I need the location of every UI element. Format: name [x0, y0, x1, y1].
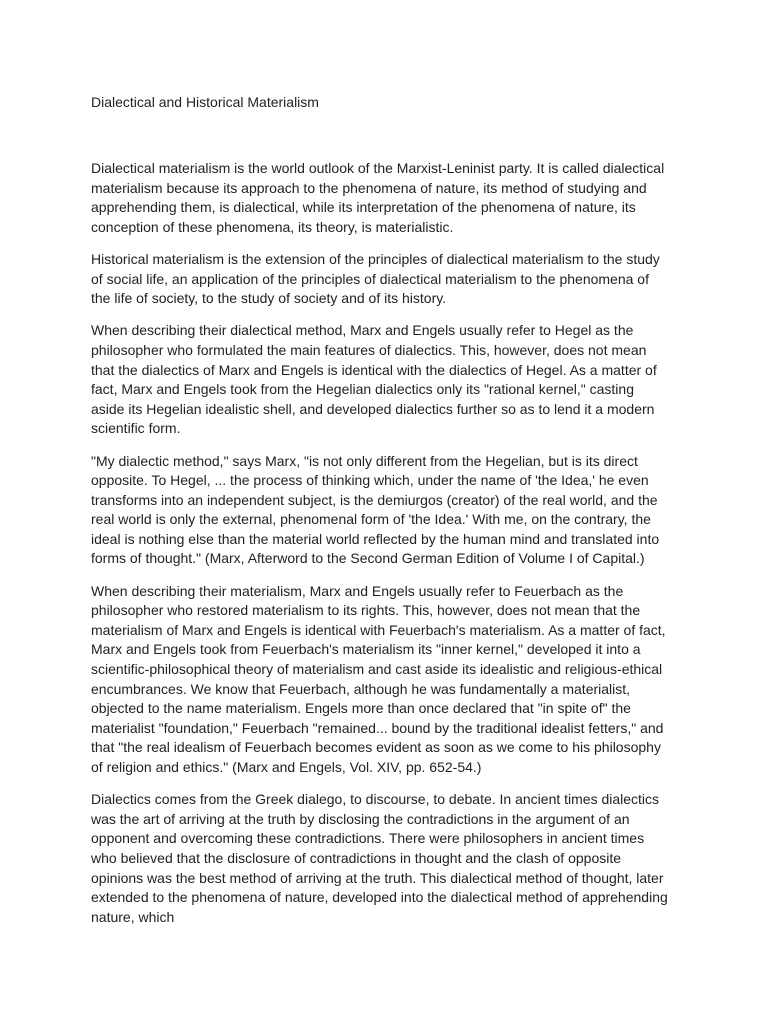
paragraph-dialectics-origin: Dialectics comes from the Greek dialego, to discourse, to debate. In ancient times dialectics was the art of arriving at the truth by disclosing the contradictions in the argument of an opponent and overcoming these contradictions. There were philosophers in ancient times who believed that the disclosure of contradictions in thought and the clash of opposite opinions was the best method of arriving at the truth. This dialectical method of thought, later extended to the phenomena of nature, developed into the dialectical method of apprehending nature, which: [91, 791, 668, 925]
paragraph-feuerbach-materialism: When describing their materialism, Marx and Engels usually refer to Feuerbach as the philosopher who restored materialism to its rights. This, however, does not mean that the materialism of Marx and Engels is identical with Feuerbach's materialism. As a matter of fact, Marx and Engels took from Feuerbach's materialism its "inner kernel," developed it into a scientific-philosophical theory of materialism and cast aside its idealistic and religious-ethical encumbrances. We know that Feuerbach, although he was fundamentally a materialist, objected to the name materialism. Engels more than once declared that "in spite of" the materialist "foundation," Feuerbach "remained... bound by the traditional idealist fetters," and that "the real idealism of Feuerbach becomes evident as soon as we come to his philosophy of religion and ethics." (Marx and Engels, Vol. XIV, pp. 652-54.): [91, 582, 666, 775]
paragraph-hegel-dialectics: When describing their dialectical method, Marx and Engels usually refer to Hegel as the philosopher who formulated the main features of dialectics. This, however, does not mean that the dialectics of Marx and Engels is identical with the dialectics of Hegel. As a matter of fact, Marx and Engels took from the Hegelian dialectics only its "rational kernel," casting aside its Hegelian idealistic shell, and developed dialectics further so as to lend it a modern scientific form.: [91, 322, 657, 437]
paragraph-marx-quote: "My dialectic method," says Marx, "is not only different from the Hegelian, but is its direct opposite. To Hegel, ... the process of thinking which, under the name of 'the Idea,' he even transforms into an independent subject, is the demiurgos (creator) of the real world, and the real world is only the external, phenomenal form of 'the Idea.' With me, on the contrary, the ideal is nothing else than the material world reflected by the human mind and translated into forms of thought." (Marx, Afterword to the Second German Edition of Volume I of Capital.): [91, 452, 660, 567]
document-title: Dialectical and Historical Materialism: [91, 94, 319, 110]
paragraph-historical-materialism: Historical materialism is the extension of the principles of dialectical materialism to the study of social life, an application of the principles of dialectical materialism to the phenomena of the life of society, to the study of society and of its history.: [91, 250, 660, 307]
paragraph-dialectical-materialism: Dialectical materialism is the world outlook of the Marxist-Leninist party. It is called dialectical materialism because its approach to the phenomena of nature, its method of studying and apprehending them, is dialectical, while its interpretation of the phenomena of nature, its conception of these phenomena, its theory, is materialistic.: [91, 160, 665, 235]
